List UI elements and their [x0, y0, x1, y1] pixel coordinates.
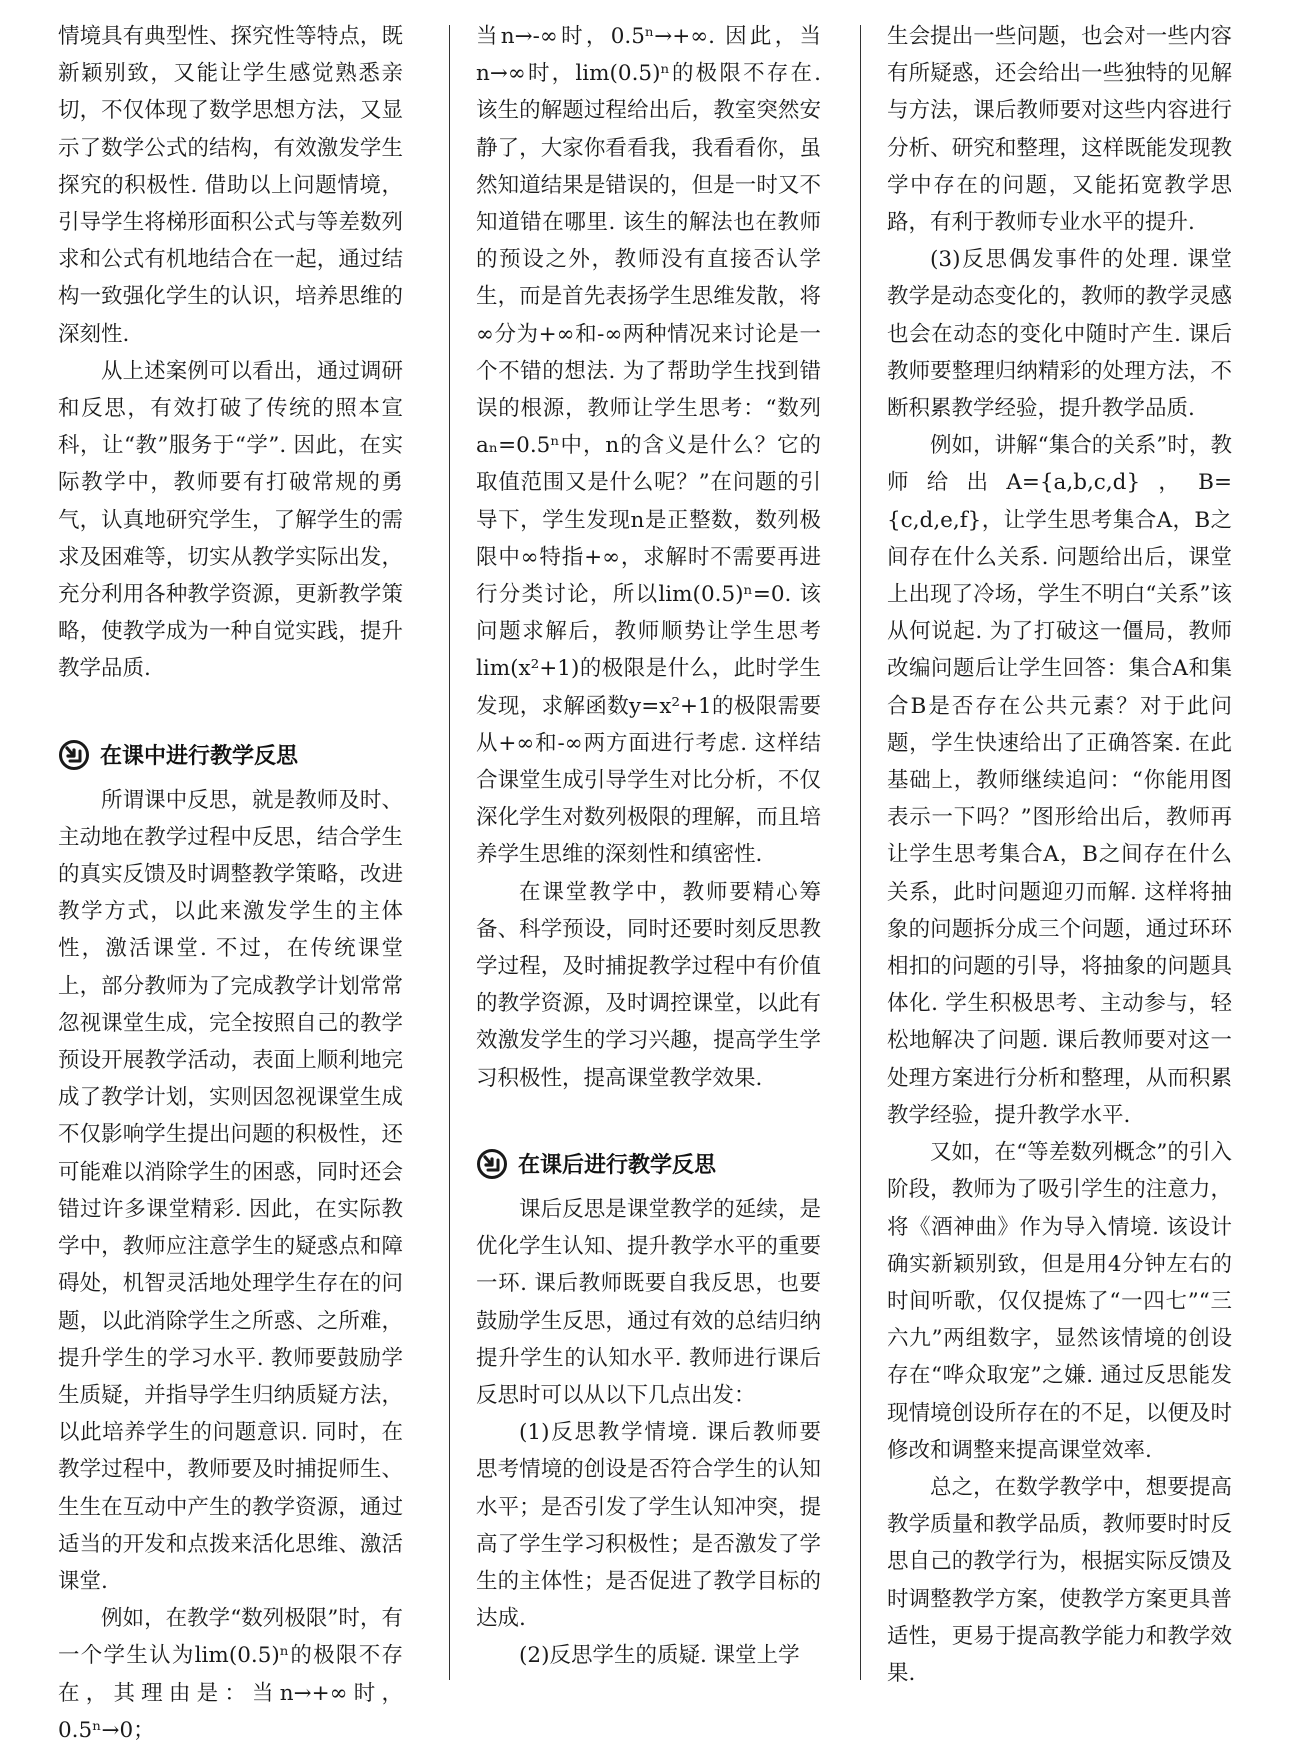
paragraph: 所谓课中反思，就是教师及时、主动地在教学过程中反思，结合学生的真实反馈及时调整教学策略，改进教学方式，以此来激发学生的主体性，激活课堂. 不过，在传统课堂上，部分教师为了完成教学计划常常忽视课堂生成，完全按照自己的教学预设开展教学活动，表面上顺利地完成了教学计划，实则因忽视课堂生成不仅影响学生提出问题的积极性，还可能难以消除学生的困惑，同时还会错过许多课堂精彩. 因此，在实际教学中，教师应注意学生的疑惑点和障碍处，机智灵活地处理学生存在的问题，以此消除学生之所惑、之所难，提升学生的学习水平. 教师要鼓励学生质疑，并指导学生归纳质疑方法，以此培养学生的问题意识. 同时，在教学过程中，教师要及时捕捉师生、生生在互动中产生的教学资源，通过适当的开发和点拨来活化思维、激活课堂.	[58, 787, 403, 1594]
paragraph: 当n→-∞时，0.5ⁿ→+∞. 因此，当n→∞时，lim(0.5)ⁿ的极限不存在. 该生的解题过程给出后，教室突然安静了，大家你看看我，我看看你，虽然知道结果是错误的，但是一时又不知道错在哪里. 该生的解法也在教师的预设之外，教师没有直接否认学生，而是首先表扬学生思维发散，将∞分为+∞和-∞两种情况来讨论是一个不错的想法. 为了帮助学生找到错误的根源，教师让学生思考：“数列aₙ=0.5ⁿ中，n的含义是什么？它的取值范围又是什么呢？”在问题的引导下，学生发现n是正整数，数列极限中∞特指+∞，求解时不需要再进行分类讨论，所以lim(0.5)ⁿ=0. 该问题求解后，教师顺势让学生思考lim(x²+1)的极限是什么，此时学生发现，求解函数y=x²+1的极限需要从+∞和-∞两方面进行考虑. 这样结合课堂生成引导学生对比分析，不仅深化学生对数列极限的理解，而且培养学生思维的深刻性和缜密性.	[476, 24, 821, 868]
paragraph: 在课堂教学中，教师要精心筹备、科学预设，同时还要时刻反思教学过程，及时捕捉教学过程中有价值的教学资源，及时调控课堂，以此有效激发学生的学习兴趣，提高学生学习积极性，提高课堂教学效果.	[476, 879, 821, 1091]
paragraph: 例如，讲解“集合的关系”时，教师给出A={a,b,c,d}，B={c,d,e,f}，让学生思考集合A，B之间存在什么关系. 问题给出后，课堂上出现了冷场，学生不明白“关系”该从何说起. 为了打破这一僵局，教师改编问题后让学生回答：集合A和集合B是否存在公共元素？对于此问题，学生快速给出了正确答案. 在此基础上，教师继续追问：“你能用图表示一下吗？”图形给出后，教师再让学生思考集合A，B之间存在什么关系，此时问题迎刃而解. 这样将抽象的问题拆分成三个问题，通过环环相扣的问题的引导，将抽象的问题具体化. 学生积极思考、主动参与，轻松地解决了问题. 课后教师要对这一处理方案进行分析和整理，从而积累教学经验，提升教学水平.	[887, 433, 1232, 1128]
section-arrow-icon	[58, 739, 90, 771]
section-heading-text: 在课后进行教学反思	[518, 1153, 717, 1179]
column-2	[476, 18, 821, 1675]
paragraph: 生会提出一些问题，也会对一些内容有所疑惑，还会给出一些独特的见解与方法，课后教师要对这些内容进行分析、研究和整理，这样既能发现教学中存在的问题，又能拓宽教学思路，有利于教师专业水平的提升.	[887, 24, 1232, 236]
section-arrow-icon	[476, 1148, 508, 1180]
paragraph: 情境具有典型性、探究性等特点，既新颖别致，又能让学生感觉熟悉亲切，不仅体现了数学思想方法，又显示了数学公式的结构，有效激发学生探究的积极性. 借助以上问题情境，引导学生将梯形面积公式与等差数列求和公式有机地结合在一起，通过结构一致强化学生的认识，培养思维的深刻性.	[58, 24, 403, 347]
section-heading-text: 在课中进行教学反思	[100, 744, 299, 770]
column-divider	[860, 25, 861, 1680]
paragraph: (1)反思教学情境. 课后教师要思考情境的创设是否符合学生的认知水平；是否引发了学生认知冲突，提高了学生学习积极性；是否激发了学生的主体性；是否促进了教学目标的达成.	[476, 1420, 821, 1632]
paragraph: (3)反思偶发事件的处理. 课堂教学是动态变化的，教师的教学灵感也会在动态的变化中随时产生. 课后教师要整理归纳精彩的处理方法，不断积累教学经验，提升教学品质.	[887, 247, 1232, 422]
paragraph: 从上述案例可以看出，通过调研和反思，有效打破了传统的照本宣科，让“教”服务于“学”. 因此，在实际教学中，教师要有打破常规的勇气，认真地研究学生，了解学生的需求及困难等，切实从教学实际出发，充分利用各种教学资源，更新教学策略，使教学成为一种自觉实践，提升教学品质.	[58, 358, 403, 682]
paragraph: 总之，在数学教学中，想要提高教学质量和教学品质，教师要时时反思自己的教学行为，根据实际反馈及时调整教学方案，使教学方案更具普适性，更易于提高教学能力和教学效果.	[887, 1474, 1232, 1686]
section-heading	[58, 728, 403, 782]
section-heading	[476, 1137, 821, 1191]
paragraph: 课后反思是课堂教学的延续，是优化学生认知、提升教学水平的重要一环. 课后教师既要自我反思，也要鼓励学生反思，通过有效的总结归纳提升学生的认知水平. 教师进行课后反思时可以从以下几点出发：	[476, 1196, 821, 1408]
column-3	[887, 18, 1232, 1692]
paragraph: 又如，在“等差数列概念”的引入阶段，教师为了吸引学生的注意力，将《酒神曲》作为导入情境. 该设计确实新颖别致，但是用4分钟左右的时间听歌，仅仅提炼了“一四七”“三六九”两组数字，显然该情境的创设存在“哗众取宠”之嫌. 通过反思能发现情境创设所存在的不足，以便及时修改和调整来提高课堂效率.	[887, 1140, 1232, 1463]
column-divider	[449, 25, 450, 1680]
paragraph: 例如，在教学“数列极限”时，有一个学生认为lim(0.5)ⁿ的极限不存在，其理由是：当n→+∞时，0.5ⁿ→0；	[58, 1606, 403, 1743]
paragraph: (2)反思学生的质疑. 课堂上学	[519, 1643, 800, 1669]
column-1	[58, 18, 403, 1749]
